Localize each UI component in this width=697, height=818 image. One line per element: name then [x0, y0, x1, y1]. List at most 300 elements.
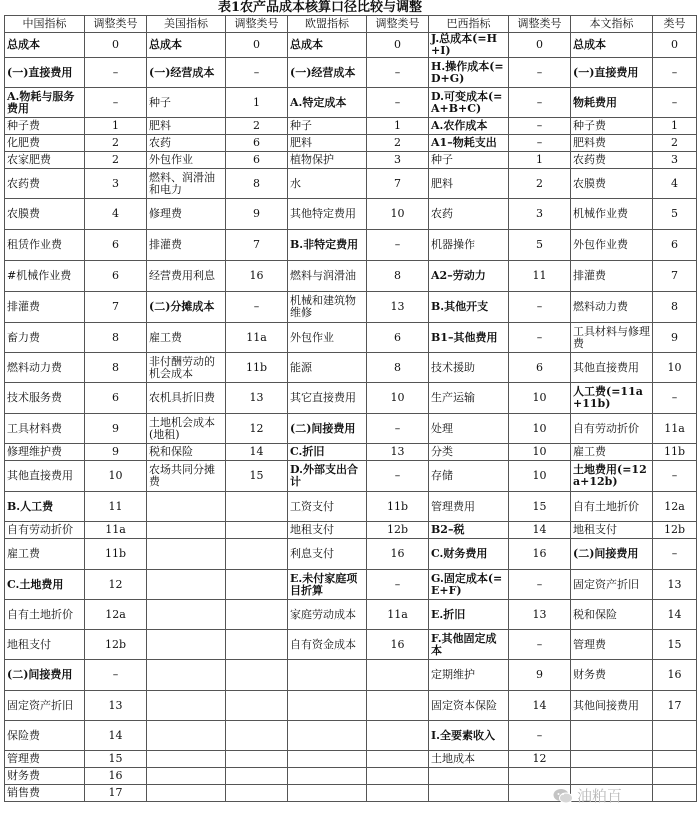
- table-row: [5, 353, 697, 383]
- class-number-cell: 14: [509, 522, 571, 539]
- indicator-cell: C.折旧: [288, 444, 367, 461]
- indicator-cell: 其它直接费用: [288, 383, 367, 414]
- indicator-cell: [288, 660, 367, 691]
- indicator-cell: A2–劳动力: [429, 261, 509, 292]
- indicator-cell: 雇工费: [571, 444, 653, 461]
- indicator-cell: 税和保险: [147, 444, 226, 461]
- indicator-cell: [147, 492, 226, 522]
- class-number-cell: –: [509, 88, 571, 118]
- table-row: [5, 630, 697, 660]
- indicator-cell: 财务费: [571, 660, 653, 691]
- indicator-cell: B1–其他费用: [429, 323, 509, 353]
- indicator-cell: 保险费: [5, 721, 85, 751]
- indicator-cell: (一)直接费用: [571, 58, 653, 88]
- table-row: [5, 751, 697, 768]
- indicator-cell: 机械作业费: [571, 199, 653, 230]
- class-number-cell: 8: [85, 323, 147, 353]
- class-number-cell: 9: [509, 660, 571, 691]
- class-number-cell: [367, 785, 429, 802]
- class-number-cell: 10: [509, 414, 571, 444]
- class-number-cell: 11b: [226, 353, 288, 383]
- table-row: [5, 570, 697, 600]
- indicator-cell: 排灌费: [5, 292, 85, 323]
- indicator-cell: [429, 768, 509, 785]
- indicator-cell: D.外部支出合计: [288, 461, 367, 492]
- class-number-cell: [367, 660, 429, 691]
- table-row: [5, 660, 697, 691]
- indicator-cell: 土地成本: [429, 751, 509, 768]
- class-number-cell: [653, 721, 697, 751]
- indicator-cell: [147, 539, 226, 570]
- table-row: [5, 33, 697, 58]
- class-number-cell: 4: [85, 199, 147, 230]
- indicator-cell: (一)经营成本: [288, 58, 367, 88]
- class-number-cell: 3: [85, 169, 147, 199]
- class-number-cell: 10: [367, 383, 429, 414]
- class-number-cell: 15: [653, 630, 697, 660]
- indicator-cell: 财务费: [5, 768, 85, 785]
- class-number-cell: 12: [85, 570, 147, 600]
- indicator-cell: 外包作业: [288, 323, 367, 353]
- indicator-cell: 销售费: [5, 785, 85, 802]
- indicator-cell: 自有土地折价: [5, 600, 85, 630]
- indicator-cell: B.非特定费用: [288, 230, 367, 261]
- class-number-cell: –: [367, 58, 429, 88]
- class-number-cell: [226, 660, 288, 691]
- table-row: [5, 135, 697, 152]
- table-row: [5, 444, 697, 461]
- indicator-cell: 农药费: [571, 152, 653, 169]
- class-number-cell: 11a: [85, 522, 147, 539]
- indicator-cell: 物耗费用: [571, 88, 653, 118]
- indicator-cell: [288, 768, 367, 785]
- table-row: [5, 721, 697, 751]
- indicator-cell: [571, 768, 653, 785]
- table-row: [5, 522, 697, 539]
- indicator-cell: B2–税: [429, 522, 509, 539]
- class-number-cell: –: [509, 58, 571, 88]
- indicator-cell: 肥料费: [571, 135, 653, 152]
- indicator-cell: 总成本: [288, 33, 367, 58]
- header-china-indicator: 中国指标: [5, 16, 85, 33]
- indicator-cell: 处理: [429, 414, 509, 444]
- indicator-cell: [147, 660, 226, 691]
- indicator-cell: C.土地费用: [5, 570, 85, 600]
- indicator-cell: 固定资本保险: [429, 691, 509, 721]
- class-number-cell: 12b: [653, 522, 697, 539]
- class-number-cell: [226, 751, 288, 768]
- indicator-cell: 种子: [288, 118, 367, 135]
- class-number-cell: 6: [85, 261, 147, 292]
- class-number-cell: 11: [509, 261, 571, 292]
- indicator-cell: 土地费用(=12a+12b): [571, 461, 653, 492]
- indicator-cell: 人工费(=11a+11b): [571, 383, 653, 414]
- table-row: [5, 292, 697, 323]
- indicator-cell: (二)分摊成本: [147, 292, 226, 323]
- class-number-cell: –: [653, 58, 697, 88]
- class-number-cell: 1: [653, 118, 697, 135]
- class-number-cell: 15: [509, 492, 571, 522]
- indicator-cell: 排灌费: [147, 230, 226, 261]
- indicator-cell: 其他直接费用: [5, 461, 85, 492]
- class-number-cell: 12: [509, 751, 571, 768]
- class-number-cell: –: [367, 461, 429, 492]
- indicator-cell: 分类: [429, 444, 509, 461]
- class-number-cell: [226, 522, 288, 539]
- indicator-cell: 修理维护费: [5, 444, 85, 461]
- indicator-cell: 存储: [429, 461, 509, 492]
- class-number-cell: [653, 751, 697, 768]
- indicator-cell: A.特定成本: [288, 88, 367, 118]
- indicator-cell: 农机具折旧费: [147, 383, 226, 414]
- table-row: [5, 261, 697, 292]
- class-number-cell: 10: [509, 444, 571, 461]
- class-number-cell: 10: [367, 199, 429, 230]
- indicator-cell: 雇工费: [147, 323, 226, 353]
- watermark: [553, 785, 622, 806]
- class-number-cell: –: [653, 461, 697, 492]
- indicator-cell: [147, 691, 226, 721]
- class-number-cell: 9: [85, 414, 147, 444]
- table-row: [5, 199, 697, 230]
- class-number-cell: 2: [653, 135, 697, 152]
- class-number-cell: [226, 768, 288, 785]
- indicator-cell: I.全要素收入: [429, 721, 509, 751]
- class-number-cell: 16: [226, 261, 288, 292]
- table-row: [5, 691, 697, 721]
- class-number-cell: –: [85, 58, 147, 88]
- class-number-cell: –: [367, 230, 429, 261]
- indicator-cell: 燃料动力费: [5, 353, 85, 383]
- indicator-cell: (一)直接费用: [5, 58, 85, 88]
- class-number-cell: 9: [653, 323, 697, 353]
- class-number-cell: 11a: [653, 414, 697, 444]
- class-number-cell: 8: [367, 353, 429, 383]
- class-number-cell: 13: [85, 691, 147, 721]
- class-number-cell: –: [226, 58, 288, 88]
- class-number-cell: 5: [509, 230, 571, 261]
- class-number-cell: 6: [226, 152, 288, 169]
- header-brazil-indicator: 巴西指标: [429, 16, 509, 33]
- class-number-cell: –: [367, 414, 429, 444]
- class-number-cell: 6: [85, 230, 147, 261]
- class-number-cell: 11a: [367, 600, 429, 630]
- table-row: [5, 230, 697, 261]
- indicator-cell: A1–物耗支出: [429, 135, 509, 152]
- class-number-cell: 7: [367, 169, 429, 199]
- class-number-cell: 2: [509, 169, 571, 199]
- indicator-cell: [288, 785, 367, 802]
- class-number-cell: [367, 721, 429, 751]
- indicator-cell: (一)经营成本: [147, 58, 226, 88]
- indicator-cell: [147, 768, 226, 785]
- class-number-cell: 12b: [85, 630, 147, 660]
- indicator-cell: 种子: [147, 88, 226, 118]
- indicator-cell: [571, 721, 653, 751]
- indicator-cell: 工资支付: [288, 492, 367, 522]
- indicator-cell: [429, 785, 509, 802]
- class-number-cell: 1: [367, 118, 429, 135]
- indicator-cell: [288, 721, 367, 751]
- indicator-cell: 工具材料费: [5, 414, 85, 444]
- indicator-cell: 畜力费: [5, 323, 85, 353]
- class-number-cell: –: [509, 630, 571, 660]
- indicator-cell: B.人工费: [5, 492, 85, 522]
- class-number-cell: –: [509, 721, 571, 751]
- indicator-cell: 其他特定费用: [288, 199, 367, 230]
- indicator-cell: 种子费: [5, 118, 85, 135]
- class-number-cell: 13: [653, 570, 697, 600]
- class-number-cell: 15: [226, 461, 288, 492]
- indicator-cell: F.其他固定成本: [429, 630, 509, 660]
- class-number-cell: –: [653, 383, 697, 414]
- class-number-cell: 7: [226, 230, 288, 261]
- class-number-cell: 13: [226, 383, 288, 414]
- header-this-paper-indicator: 本文指标: [571, 16, 653, 33]
- class-number-cell: 10: [509, 461, 571, 492]
- class-number-cell: 11: [85, 492, 147, 522]
- indicator-cell: 农膜费: [571, 169, 653, 199]
- indicator-cell: C.财务费用: [429, 539, 509, 570]
- table-row: [5, 461, 697, 492]
- header-adjust-class: 调整类号: [509, 16, 571, 33]
- indicator-cell: 化肥费: [5, 135, 85, 152]
- table-row: [5, 323, 697, 353]
- indicator-cell: 能源: [288, 353, 367, 383]
- class-number-cell: 9: [226, 199, 288, 230]
- class-number-cell: [226, 600, 288, 630]
- table-row: [5, 88, 697, 118]
- class-number-cell: 3: [509, 199, 571, 230]
- indicator-cell: 雇工费: [5, 539, 85, 570]
- class-number-cell: 11b: [85, 539, 147, 570]
- indicator-cell: (二)间接费用: [571, 539, 653, 570]
- indicator-cell: D.可变成本(=A+B+C): [429, 88, 509, 118]
- class-number-cell: 12a: [653, 492, 697, 522]
- indicator-cell: A.物耗与服务费用: [5, 88, 85, 118]
- class-number-cell: 6: [85, 383, 147, 414]
- class-number-cell: [226, 570, 288, 600]
- class-number-cell: 2: [85, 135, 147, 152]
- indicator-cell: 其他直接费用: [571, 353, 653, 383]
- table-row: [5, 600, 697, 630]
- table-row: [5, 768, 697, 785]
- header-adjust-class: 调整类号: [226, 16, 288, 33]
- class-number-cell: 8: [367, 261, 429, 292]
- class-number-cell: [226, 691, 288, 721]
- class-number-cell: [226, 785, 288, 802]
- class-number-cell: –: [509, 135, 571, 152]
- class-number-cell: [226, 630, 288, 660]
- table-row: [5, 414, 697, 444]
- indicator-cell: 其他间接费用: [571, 691, 653, 721]
- class-number-cell: 10: [85, 461, 147, 492]
- class-number-cell: –: [509, 118, 571, 135]
- indicator-cell: E.未付家庭项目折算: [288, 570, 367, 600]
- class-number-cell: 0: [367, 33, 429, 58]
- class-number-cell: 13: [509, 600, 571, 630]
- class-number-cell: 0: [509, 33, 571, 58]
- indicator-cell: 自有劳动折价: [571, 414, 653, 444]
- indicator-cell: 管理费: [5, 751, 85, 768]
- class-number-cell: –: [509, 292, 571, 323]
- class-number-cell: [226, 539, 288, 570]
- class-number-cell: 1: [226, 88, 288, 118]
- class-number-cell: 13: [367, 444, 429, 461]
- header-eu-indicator: 欧盟指标: [288, 16, 367, 33]
- indicator-cell: [147, 570, 226, 600]
- indicator-cell: [147, 630, 226, 660]
- class-number-cell: 3: [367, 152, 429, 169]
- class-number-cell: 0: [653, 33, 697, 58]
- indicator-cell: 机械和建筑物维修: [288, 292, 367, 323]
- class-number-cell: 2: [85, 152, 147, 169]
- class-number-cell: 8: [653, 292, 697, 323]
- class-number-cell: 7: [653, 261, 697, 292]
- table-row: [5, 492, 697, 522]
- class-number-cell: 16: [653, 660, 697, 691]
- indicator-cell: 税和保险: [571, 600, 653, 630]
- class-number-cell: 16: [367, 539, 429, 570]
- indicator-cell: [571, 751, 653, 768]
- indicator-cell: 总成本: [5, 33, 85, 58]
- indicator-cell: B.其他开支: [429, 292, 509, 323]
- class-number-cell: 17: [653, 691, 697, 721]
- indicator-cell: 土地机会成本(地租): [147, 414, 226, 444]
- table-row: [5, 169, 697, 199]
- header-us-indicator: 美国指标: [147, 16, 226, 33]
- indicator-cell: [147, 721, 226, 751]
- class-number-cell: 16: [367, 630, 429, 660]
- class-number-cell: 6: [226, 135, 288, 152]
- indicator-cell: [147, 522, 226, 539]
- class-number-cell: 7: [85, 292, 147, 323]
- class-number-cell: 4: [653, 169, 697, 199]
- indicator-cell: 定期维护: [429, 660, 509, 691]
- class-number-cell: –: [85, 88, 147, 118]
- indicator-cell: 水: [288, 169, 367, 199]
- indicator-cell: #机械作业费: [5, 261, 85, 292]
- header-adjust-class: 调整类号: [367, 16, 429, 33]
- class-number-cell: 12: [226, 414, 288, 444]
- indicator-cell: [147, 751, 226, 768]
- indicator-cell: 种子费: [571, 118, 653, 135]
- indicator-cell: 非付酬劳动的机会成本: [147, 353, 226, 383]
- class-number-cell: –: [509, 323, 571, 353]
- indicator-cell: 管理费: [571, 630, 653, 660]
- class-number-cell: 6: [367, 323, 429, 353]
- indicator-cell: 燃料与润滑油: [288, 261, 367, 292]
- class-number-cell: –: [653, 539, 697, 570]
- indicator-cell: (二)间接费用: [5, 660, 85, 691]
- indicator-cell: (二)间接费用: [288, 414, 367, 444]
- indicator-cell: 总成本: [571, 33, 653, 58]
- class-number-cell: 5: [653, 199, 697, 230]
- indicator-cell: 种子: [429, 152, 509, 169]
- indicator-cell: 肥料: [147, 118, 226, 135]
- class-number-cell: 3: [653, 152, 697, 169]
- indicator-cell: 家庭劳动成本: [288, 600, 367, 630]
- class-number-cell: 11a: [226, 323, 288, 353]
- table-row: [5, 383, 697, 414]
- class-number-cell: 8: [226, 169, 288, 199]
- indicator-cell: [147, 785, 226, 802]
- table-title: 表1农产品成本核算口径比较与调整: [217, 0, 423, 15]
- header-adjust-class: 调整类号: [85, 16, 147, 33]
- indicator-cell: G.固定成本(=E+F): [429, 570, 509, 600]
- indicator-cell: 总成本: [147, 33, 226, 58]
- class-number-cell: [653, 768, 697, 785]
- class-number-cell: 15: [85, 751, 147, 768]
- class-number-cell: 14: [509, 691, 571, 721]
- indicator-cell: 地租支付: [288, 522, 367, 539]
- class-number-cell: [653, 785, 697, 802]
- indicator-cell: 农药费: [5, 169, 85, 199]
- class-number-cell: 0: [85, 33, 147, 58]
- class-number-cell: –: [226, 292, 288, 323]
- class-number-cell: [226, 492, 288, 522]
- indicator-cell: 自有资金成本: [288, 630, 367, 660]
- indicator-cell: 生产运输: [429, 383, 509, 414]
- indicator-cell: 技术服务费: [5, 383, 85, 414]
- class-number-cell: 6: [509, 353, 571, 383]
- class-number-cell: [367, 768, 429, 785]
- class-number-cell: 10: [653, 353, 697, 383]
- indicator-cell: 修理费: [147, 199, 226, 230]
- class-number-cell: –: [367, 570, 429, 600]
- indicator-cell: 植物保护: [288, 152, 367, 169]
- class-number-cell: 9: [85, 444, 147, 461]
- class-number-cell: –: [85, 660, 147, 691]
- class-number-cell: 17: [85, 785, 147, 802]
- indicator-cell: A.农作成本: [429, 118, 509, 135]
- indicator-cell: 经营费用利息: [147, 261, 226, 292]
- class-number-cell: 10: [509, 383, 571, 414]
- indicator-cell: 自有劳动折价: [5, 522, 85, 539]
- indicator-cell: 自有土地折价: [571, 492, 653, 522]
- cost-comparison-table: [4, 15, 697, 802]
- class-number-cell: 16: [509, 539, 571, 570]
- class-number-cell: 14: [226, 444, 288, 461]
- header-class-number: 类号: [653, 16, 697, 33]
- class-number-cell: 1: [509, 152, 571, 169]
- watermark-text: 油粕百: [576, 787, 622, 805]
- indicator-cell: 农药: [147, 135, 226, 152]
- indicator-cell: 燃料动力费: [571, 292, 653, 323]
- indicator-cell: [288, 691, 367, 721]
- indicator-cell: 农家肥费: [5, 152, 85, 169]
- indicator-cell: 地租支付: [5, 630, 85, 660]
- indicator-cell: E.折旧: [429, 600, 509, 630]
- class-number-cell: 6: [653, 230, 697, 261]
- indicator-cell: 机器操作: [429, 230, 509, 261]
- class-number-cell: 8: [85, 353, 147, 383]
- indicator-cell: 租赁作业费: [5, 230, 85, 261]
- indicator-cell: [288, 751, 367, 768]
- class-number-cell: 11b: [367, 492, 429, 522]
- class-number-cell: 14: [653, 600, 697, 630]
- class-number-cell: [367, 751, 429, 768]
- indicator-cell: H.操作成本(=D+G): [429, 58, 509, 88]
- indicator-cell: 外包作业费: [571, 230, 653, 261]
- indicator-cell: [147, 600, 226, 630]
- indicator-cell: 农场共同分摊费: [147, 461, 226, 492]
- class-number-cell: [509, 768, 571, 785]
- indicator-cell: 固定资产折旧: [571, 570, 653, 600]
- header-row: [5, 16, 697, 33]
- indicator-cell: 技术援助: [429, 353, 509, 383]
- table-row: [5, 58, 697, 88]
